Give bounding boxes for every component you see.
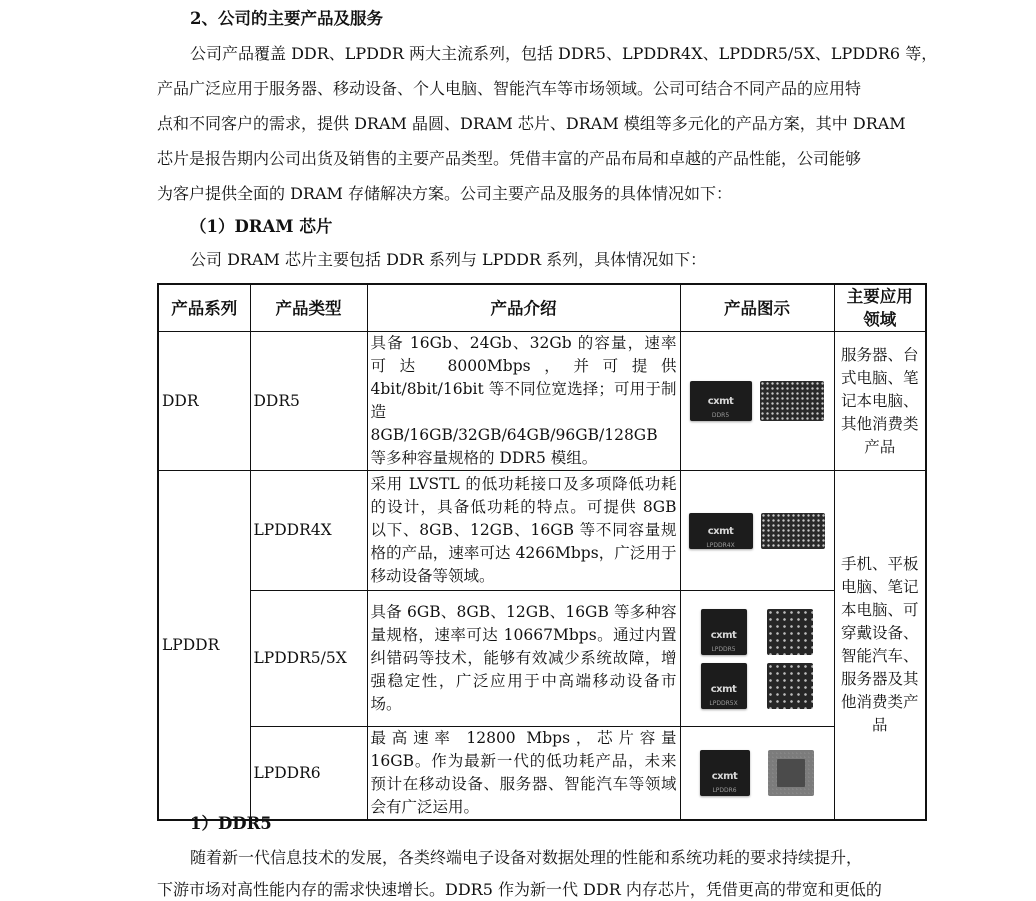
product-image-lpddr4x — [680, 471, 834, 591]
header-intro: 产品介绍 — [367, 284, 680, 332]
cell-series: DDR — [158, 332, 250, 471]
table-header-row — [158, 284, 926, 332]
paragraph-line: 下游市场对高性能内存的需求快速增长。DDR5 作为新一代 DDR 内存芯片，凭借更高的带宽和更低的 — [157, 880, 882, 899]
cell-type: LPDDR6 — [250, 727, 367, 821]
cell-type: LPDDR4X — [250, 471, 367, 591]
cell-intro: 具备 16Gb、24Gb、32Gb 的容量，速率可达 8000Mbps，并可提供 4bit/8bit/16bit 等不同位宽选择；可用于制造 8GB/16GB/32GB/64GB/96GB/128GB 等多种容量规格的 DDR5 模组。 — [367, 332, 680, 471]
table-row — [158, 332, 926, 471]
header-application: 主要应用领域 — [834, 284, 926, 332]
ddr5-chip-bottom — [760, 381, 824, 421]
paragraph-line: 产品广泛应用于服务器、移动设备、个人电脑、智能汽车等市场领域。公司可结合不同产品的应用特 — [157, 79, 862, 98]
table-intro-paragraph: 公司 DRAM 芯片主要包括 DDR 系列与 LPDDR 系列，具体情况如下： — [190, 250, 707, 269]
lpddr5x-chip-top: cxmt LPDDR5X — [701, 663, 747, 709]
paragraph-line: 公司产品覆盖 DDR、LPDDR 两大主流系列，包括 DDR5、LPDDR4X、LPDDR5/5X、LPDDR6 等， — [190, 44, 938, 63]
lpddr5-chip-bottom — [767, 609, 813, 655]
paragraph-line: 芯片是报告期内公司出货及销售的主要产品类型。凭借丰富的产品布局和卓越的产品性能，公司能够 — [157, 149, 862, 168]
lpddr5-chip-top: cxmt LPDDR5 — [701, 609, 747, 655]
section-heading: 2、公司的主要产品及服务 — [190, 9, 383, 28]
cell-type: DDR5 — [250, 332, 367, 471]
cell-intro: 采用 LVSTL 的低功耗接口及多项降低功耗的设计，具备低功耗的特点。可提供 8GB 以下、8GB、12GB、16GB 等不同容量规格的产品，速率可达 4266Mbps，广泛用于移动设备等领域。 — [367, 471, 680, 591]
table-row — [158, 727, 926, 821]
cell-type: LPDDR5/5X — [250, 591, 367, 727]
header-series: 产品系列 — [158, 284, 250, 332]
subheading-ddr5: 1）DDR5 — [190, 814, 272, 833]
product-image-lpddr5 — [680, 591, 834, 727]
product-image-lpddr6 — [680, 727, 834, 821]
lpddr4x-chip-top: cxmt LPDDR4X — [689, 513, 753, 549]
cell-application: 手机、平板电脑、笔记本电脑、可穿戴设备、智能汽车、服务器及其他消费类产品 — [834, 471, 926, 821]
cell-series: LPDDR — [158, 471, 250, 821]
paragraph-line: 随着新一代信息技术的发展，各类终端电子设备对数据处理的性能和系统功耗的要求持续提升， — [190, 848, 863, 867]
cell-intro: 具备 6GB、8GB、12GB、16GB 等多种容量规格，速率可达 10667Mbps。通过内置纠错码等技术，能够有效减少系统故障，增强稳定性，广泛应用于中高端移动设备市场。 — [367, 591, 680, 727]
paragraph-line: 点和不同客户的需求，提供 DRAM 晶圆、DRAM 芯片、DRAM 模组等多元化的产品方案，其中 DRAM — [157, 114, 906, 133]
header-type: 产品类型 — [250, 284, 367, 332]
subheading-dram-chip: （1）DRAM 芯片 — [190, 217, 333, 236]
ddr5-chip-top: cxmt DDR5 — [690, 381, 752, 421]
cell-application: 服务器、台式电脑、笔记本电脑、其他消费类产品 — [834, 332, 926, 471]
paragraph-line: 为客户提供全面的 DRAM 存储解决方案。公司主要产品及服务的具体情况如下： — [157, 184, 732, 203]
product-image-ddr5 — [680, 332, 834, 471]
lpddr4x-chip-bottom — [761, 513, 825, 549]
lpddr5x-chip-bottom — [767, 663, 813, 709]
cell-intro: 最高速率 12800 Mbps，芯片容量 16GB。作为最新一代的低功耗产品，未来预计在移动设备、服务器、智能汽车等领域会有广泛运用。 — [367, 727, 680, 821]
lpddr6-chip-top: cxmt LPDDR6 — [700, 750, 750, 796]
product-table — [157, 283, 927, 821]
table-row — [158, 471, 926, 591]
lpddr6-chip-bottom — [768, 750, 814, 796]
table-row — [158, 591, 926, 727]
header-image: 产品图示 — [680, 284, 834, 332]
